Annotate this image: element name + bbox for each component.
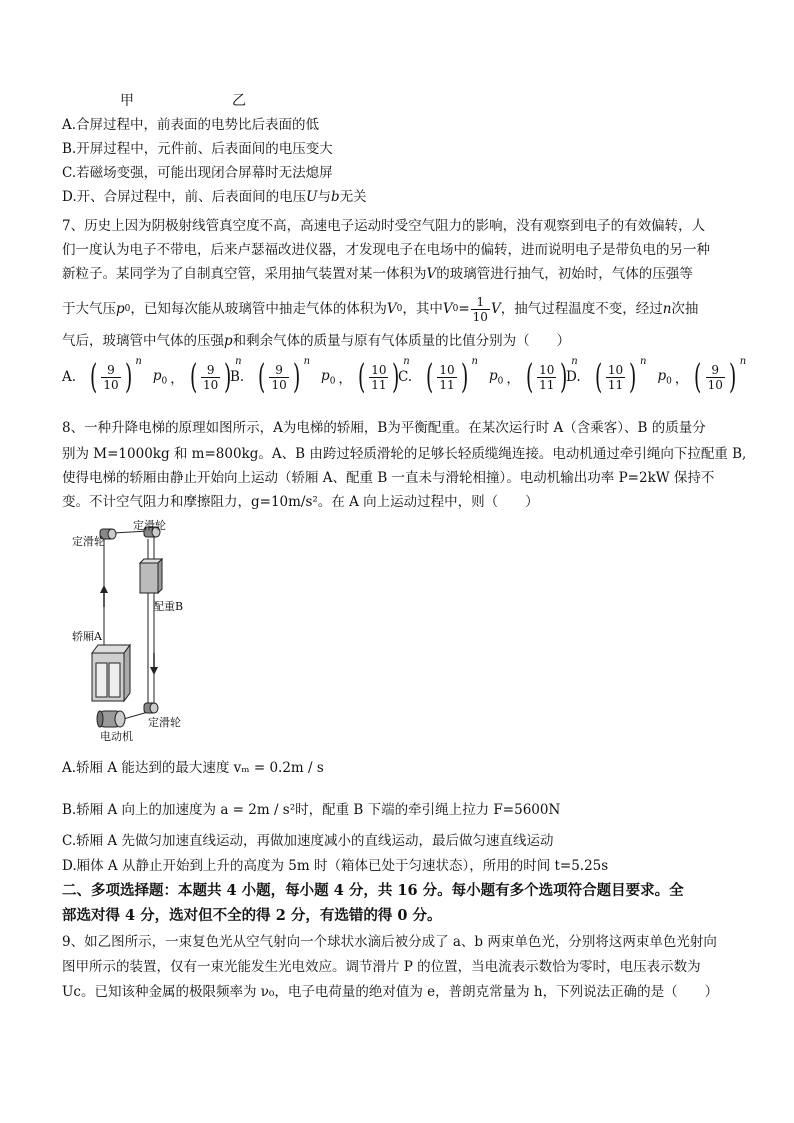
- q9-line-2: 图甲所示的装置，仅有一束光能发生光电效应。调节滑片 P 的位置，当电流表示数恰为零时，电压表示数为: [62, 959, 701, 975]
- fraction-numerator: 9: [101, 363, 120, 378]
- choice-pressure-fraction: [87, 356, 142, 397]
- choice-mass-ratio-fraction: [691, 356, 747, 397]
- label-cabin: 轿厢A: [72, 630, 102, 643]
- p0-symbol: $p_0$: [488, 367, 504, 387]
- fraction-numerator: 9: [706, 363, 725, 378]
- fraction: [101, 363, 120, 392]
- right-paren: ): [224, 357, 232, 397]
- label-pulley-top-left: 定滑轮: [72, 535, 105, 548]
- q8-line-2: 别为 M=1000kg 和 m=800kg。A、B 由跨过轻质滑轮的足够长轻质缆绳连接。电动机通过牵引绳向下拉配重 B,: [62, 446, 747, 462]
- left-paren: (: [694, 357, 702, 397]
- q7-line-5: 气后，玻璃管中气体的压强p和剩余气体的质量与原有气体质量的比值分别为（ ）: [62, 333, 571, 349]
- fraction-numerator: 9: [269, 363, 288, 378]
- q7-choice-c: [398, 356, 578, 397]
- label-counterweight: 配重B: [153, 600, 184, 613]
- p0-symbol: $p_0$: [657, 367, 672, 387]
- left-paren: (: [525, 357, 534, 397]
- left-paren: (: [594, 357, 602, 397]
- counterweight-b: [140, 559, 162, 593]
- exponent: n: [303, 356, 311, 367]
- up-arrow-icon: [100, 585, 108, 607]
- fraction: [437, 363, 456, 392]
- figure-label-jia: 甲: [120, 93, 134, 109]
- q7-line-4: 于大气压 p 0 ，已知每次能从玻璃管中抽走气体的体积为 V 0 ，其中 V 0 = $\frac{1}{10}$ V ，抽气过程温度不变，经过 n 次抽: [62, 294, 699, 324]
- left-paren: (: [258, 357, 266, 397]
- exponent: n: [135, 356, 142, 367]
- exponent: n: [235, 356, 242, 367]
- p0-symbol: $p_0$: [321, 367, 336, 387]
- exponent: n: [640, 356, 647, 367]
- fraction-denominator: 10: [707, 377, 723, 392]
- cabin-a: [92, 645, 130, 701]
- q6-option-c: C.若磁场变强，可能出现闭合屏幕时无法熄屏: [62, 165, 333, 181]
- fraction-numerator: 10: [607, 362, 624, 377]
- q7-choice-d: [566, 356, 747, 397]
- right-paren: ): [728, 357, 737, 397]
- left-paren: (: [189, 357, 198, 397]
- q8-line-4: 变。不计空气阻力和摩擦阻力，g=10m/s²。在 A 向上运动过程中，则（ ）: [62, 494, 539, 510]
- q7-line-2: 们一度认为电子不带电，后来卢瑟福改进仪器，才发现电子在电场中的偏转，进而说明电子是带负电的另一种: [62, 242, 710, 258]
- q9-line-1: 9、如乙图所示，一束复色光从空气射向一个球状水滴后被分成了 a、b 两束单色光，分别将这两束单色光射向: [62, 934, 717, 950]
- figure-label-yi: 乙: [232, 93, 246, 109]
- choice-label: D.: [566, 369, 581, 385]
- choice-mass-ratio-fraction: [187, 356, 242, 397]
- q8-option-d: D.厢体 A 从静止开始到上升的高度为 5m 时（箱体已处于匀速状态），所用的时间 t=5.25s: [62, 858, 609, 874]
- choice-label: C.: [398, 369, 413, 385]
- fraction-denominator: 11: [607, 377, 624, 392]
- choice-pressure-fraction: [423, 356, 478, 397]
- exponent: n: [471, 356, 478, 367]
- q6-option-b: B.开屏过程中，元件前、后表面间的电压变大: [62, 141, 333, 157]
- right-paren: ): [560, 357, 568, 397]
- fraction-denominator: 11: [539, 377, 555, 392]
- right-paren: ): [392, 357, 400, 397]
- exponent: n: [403, 356, 410, 367]
- fraction: [537, 363, 556, 392]
- section-2-header-line-2: 部选对得 4 分，选对但不全的得 2 分，有选错的得 0 分。: [62, 907, 442, 924]
- comma: ，: [506, 371, 520, 387]
- exponent: n: [739, 356, 747, 367]
- q6-option-a: A.合屏过程中，前表面的电势比后表面的低: [62, 117, 320, 133]
- q6-option-d: D.开、合屏过程中，前、后表面间的电压U与b无关: [62, 189, 367, 205]
- pulley-bottom: [144, 703, 158, 713]
- q9-line-3: Uc。已知该种金属的极限频率为 ν₀，电子电荷量的绝对值为 e，普朗克常量为 h，下列说法正确的是（ ）: [62, 984, 719, 1000]
- left-paren: (: [90, 357, 98, 397]
- fraction-denominator: 10: [203, 377, 219, 392]
- fraction-numerator: 9: [201, 363, 220, 378]
- label-pulley-top-right: 定滑轮: [133, 519, 166, 532]
- choice-label: A.: [62, 369, 77, 385]
- comma: ，: [674, 371, 689, 387]
- choice-label: B.: [230, 369, 245, 385]
- fraction-denominator: 11: [439, 377, 455, 392]
- comma: ，: [170, 371, 184, 387]
- label-motor: 电动机: [100, 730, 133, 743]
- fraction-denominator: 11: [371, 377, 387, 392]
- q7-choice-b: [230, 356, 410, 397]
- q8-option-b: B.轿厢 A 向上的加速度为 a = 2m / s²时，配重 B 下端的牵引绳上拉力 F=5600N: [62, 802, 561, 818]
- right-paren: ): [460, 357, 468, 397]
- choice-mass-ratio-fraction: [355, 356, 410, 397]
- fraction-one-tenth: $\frac{1}{10}$: [472, 294, 488, 324]
- q8-option-c: C.轿厢 A 先做匀加速直线运动，再做加速度减小的直线运动，最后做匀速直线运动: [62, 833, 554, 849]
- fraction: [369, 363, 388, 392]
- q7-line-3: 新粒子。某同学为了自制真空管，采用抽气装置对某一体积为V的玻璃管进行抽气，初始时，气体的压强等: [62, 266, 693, 282]
- q8-line-3: 使得电梯的轿厢由静止开始向上运动（轿厢 A、配重 B 一直未与滑轮相撞）。电动机输出功率 P=2kW 保持不: [62, 470, 715, 486]
- fraction: [201, 363, 220, 392]
- fraction-numerator: 10: [371, 362, 387, 377]
- fraction: [606, 363, 625, 392]
- q7-line-1: 7、历史上因为阴极射线管真空度不高，高速电子运动时受空气阻力的影响，没有观察到电子的有效偏转，人: [62, 218, 706, 234]
- choice-mass-ratio-fraction: [523, 356, 578, 397]
- motor: [97, 711, 125, 727]
- fraction: [269, 363, 288, 392]
- p0-symbol: $p_0$: [152, 367, 168, 387]
- q8-option-a: A.轿厢 A 能达到的最大速度 vₘ = 0.2m / s: [62, 760, 324, 776]
- q8-line-1: 8、一种升降电梯的原理如图所示，A为电梯的轿厢，B为平衡配重。在某次运行时 A（含乘客）、B 的质量分: [62, 420, 706, 436]
- choice-pressure-fraction: [255, 356, 311, 397]
- fraction-numerator: 10: [539, 362, 555, 377]
- q7-choice-a: [62, 356, 242, 397]
- fraction: [706, 363, 725, 392]
- exponent: n: [571, 356, 578, 367]
- fraction-denominator: 10: [271, 377, 287, 392]
- comma: ，: [338, 371, 352, 387]
- left-paren: (: [426, 357, 434, 397]
- left-paren: (: [357, 357, 366, 397]
- choice-pressure-fraction: [592, 356, 647, 397]
- right-paren: ): [292, 357, 301, 397]
- right-paren: ): [124, 357, 132, 397]
- label-pulley-bottom: 定滑轮: [148, 716, 181, 729]
- right-paren: ): [629, 357, 637, 397]
- section-2-header-line-1: 二、多项选择题：本题共 4 小题，每小题 4 分，共 16 分。每小题有多个选项符合题目要求。全: [62, 882, 684, 899]
- fraction-numerator: 10: [439, 362, 455, 377]
- fraction-denominator: 10: [103, 377, 119, 392]
- down-arrow-icon: [150, 653, 158, 675]
